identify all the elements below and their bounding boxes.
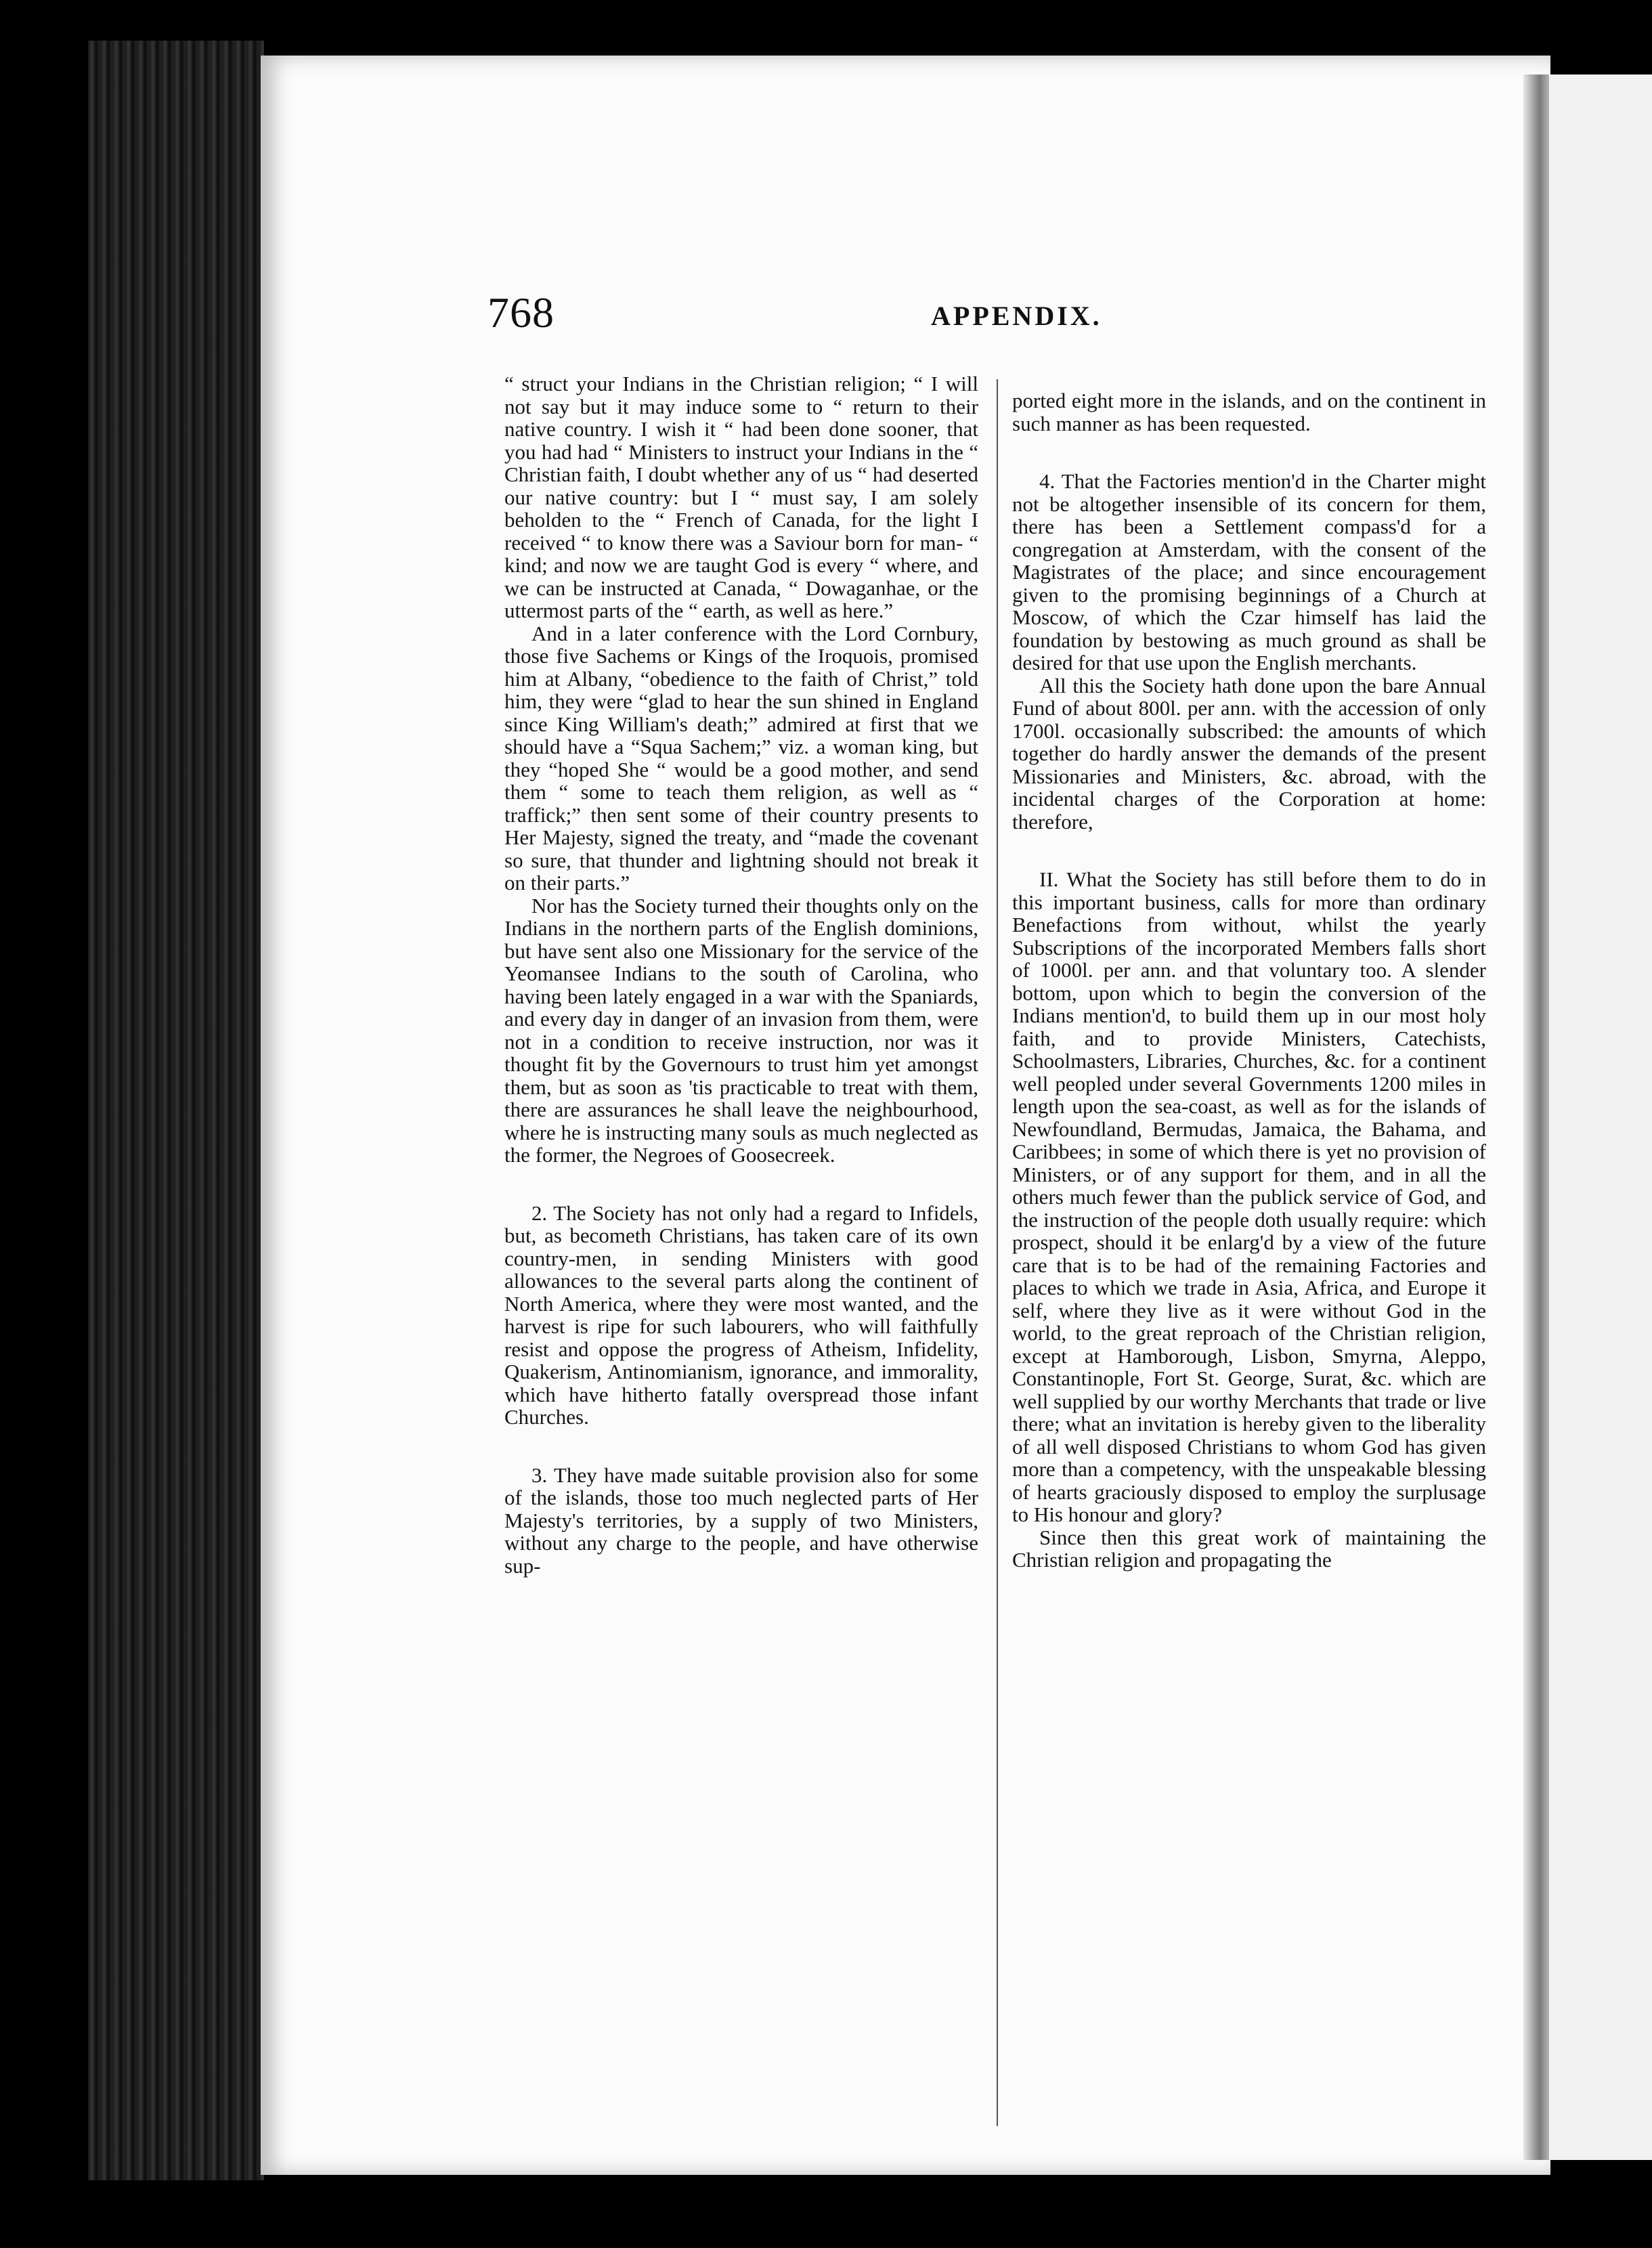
left-column bbox=[504, 372, 978, 1577]
paragraph: 2. The Society has not only had a regard to Infidels, but, as becometh Christians, has taken care of its own country-men, in sending Ministers with good allowances to the several parts along the continent of North America, where they were most wanted, and the harvest is ripe for such labourers, who will faithfully resist and oppose the progress of Atheism, Infidelity, Quakerism, Antinomianism, ignorance, and immorality, which have hitherto fatally overspread those infant Churches. bbox=[504, 1201, 978, 1429]
page-title: APPENDIX. bbox=[931, 301, 1102, 331]
paragraph: II. What the Society has still before them to do in this important business, calls for more than ordinary Benefactions from without, whilst the yearly Subscriptions of the incorporated Members falls short of 1000l. per ann. and that voluntary too. A slender bottom, upon which to begin the conversion of the Indians mention'd, to build them up in our most holy faith, and to provide Ministers, Catechists, Schoolmasters, Libraries, Churches, &c. for a continent well peopled under several Governments 1200 miles in length upon the sea-coast, as well as for the islands of Newfoundland, Bermudas, Jamaica, the Bahama, and Caribbees; in some of which there is yet no provision of Ministers, or of any support for them, and in all the others much fewer than the publick service of God, and the instruction of the people doth usually require: which prospect, should it be enlarg'd by a view of the future care that is to be had of the remaining Factories and places to which we trade in Asia, Africa, and Europe it self, where they live as it were without God in the world, to the great reproach of the Christian religion, except at Hamborough, Lisbon, Smyrna, Aleppo, Constantinople, Fort St. George, Surat, &c. which are well supplied by our worthy Merchants that trade or live there; what an invitation is hereby given to the liberality of all well disposed Christians to whom God has given more than a competency, with the unspeakable blessing of hearts graciously disposed to employ the surplusage to His honour and glory? bbox=[1012, 867, 1486, 1526]
paragraph: ported eight more in the islands, and on the continent in such manner as has been requested. bbox=[1012, 389, 1486, 435]
paragraph: Nor has the Society turned their thoughts only on the Indians in the northern parts of the English dominions, but have sent also one Missionary for the service of the Yeomansee Indians to the south of Carolina, who having been lately engaged in a war with the Spaniards, and every day in danger of an invasion from them, were not in a condition to receive instruction, nor was it thought fit by the Governours to trust him yet amongst them, but as soon as 'tis practicable to treat with them, there are assurances he shall leave the neighbourhood, where he is instructing many souls as much neglected as the former, the Negroes of Goosecreek. bbox=[504, 893, 978, 1167]
page-gutter bbox=[1523, 74, 1550, 2160]
facing-page-edge bbox=[1549, 74, 1652, 2160]
paragraph: 3. They have made suitable provision also for some of the islands, those too much neglected parts of Her Majesty's territories, by a supply of two Ministers, without any charge to the people, and have otherwise sup- bbox=[504, 1463, 978, 1578]
page-number: 768 bbox=[487, 288, 555, 337]
paragraph: And in a later conference with the Lord Cornbury, those five Sachems or Kings of the Iroquois, promised him at Albany, “obedience to the faith of Christ,” told him, they were “glad to hear the sun shined in England since King William's death;” admired at first that we should have a “Squa Sachem;” viz. a woman king, but they “hoped She “ would be a good mother, and send them “ some to teach them religion, as well as “ traffick;” then sent some of their country presents to Her Majesty, signed the treaty, and “made the covenant so sure, that thunder and lightning should not break it on their parts.” bbox=[504, 621, 978, 894]
running-head bbox=[487, 288, 1462, 335]
column-divider bbox=[997, 379, 998, 2126]
paragraph: 4. That the Factories mention'd in the Charter might not be altogether insensible of its concern for them, there has been a Settlement compass'd for a congregation at Amsterdam, with the consent of the Magistrates of the place; and since encouragement given to the promising beginnings of a Church at Moscow, of which the Czar himself has laid the foundation by bestowing as much ground as shall be desired for that use upon the English merchants. bbox=[1012, 469, 1486, 674]
paragraph: “ struct your Indians in the Christian religion; “ I will not say but it may induce some to “ return to their native country. I wish it “ had been done sooner, that you had had “ Ministers to instruct your Indians in the “ Christian faith, I doubt whether any of us “ had deserted our native country: but I “ must say, I am solely beholden to the “ French of Canada, for the light I received “ to know there was a Saviour born for man- “ kind; and now we are taught God is every “ where, and we can be instructed at Canada, “ Dowaganhae, or the uttermost parts of the “ earth, as well as here.” bbox=[504, 372, 978, 622]
right-column bbox=[1012, 389, 1486, 1572]
book-fore-edge bbox=[88, 41, 264, 2180]
paragraph: Since then this great work of maintaining the Christian religion and propagating the bbox=[1012, 1525, 1486, 1572]
paragraph: All this the Society hath done upon the bare Annual Fund of about 800l. per ann. with the accession of only 1700l. occasionally subscribed: the amounts of which together do hardly answer the demands of the present Missionaries and Ministers, &c. abroad, with the incidental charges of the Corporation at home: therefore, bbox=[1012, 673, 1486, 834]
